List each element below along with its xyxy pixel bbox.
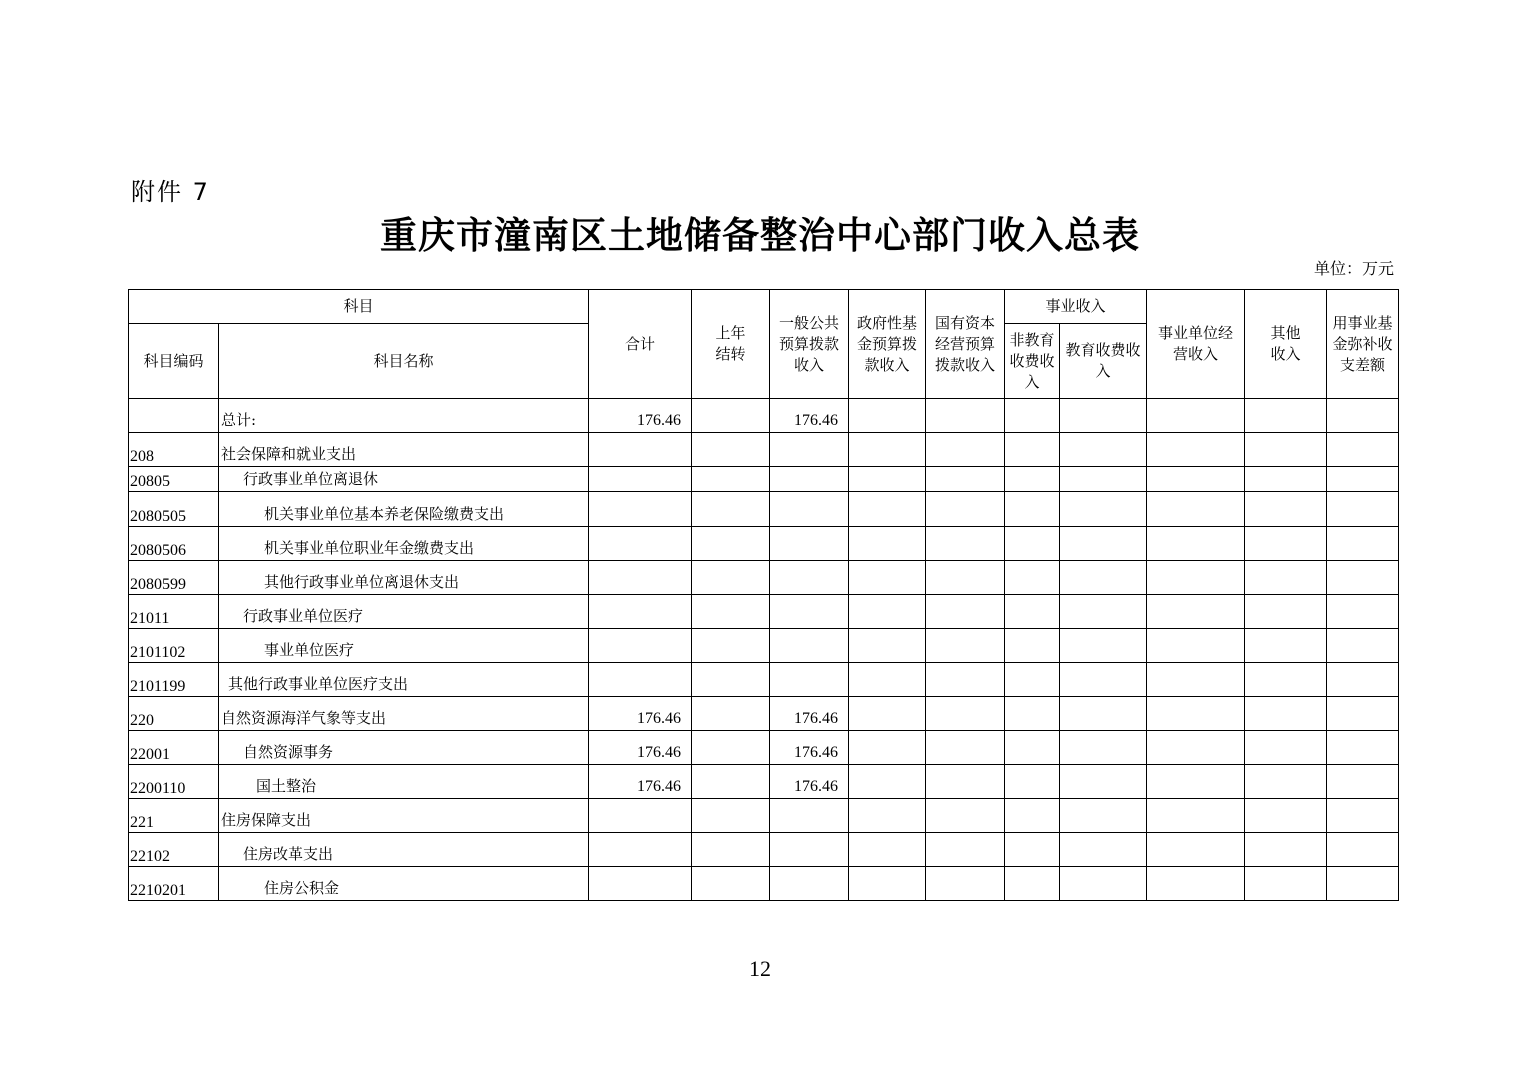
row-general — [770, 433, 849, 467]
row-prior — [692, 561, 770, 595]
row-total — [589, 799, 692, 833]
row-name: 总计: — [219, 399, 589, 433]
row-general — [770, 492, 849, 527]
page-number: 12 — [749, 956, 771, 981]
row-general — [770, 561, 849, 595]
table-row — [129, 433, 1399, 467]
row-code: 22001 — [129, 731, 219, 765]
row-code: 2210201 — [129, 867, 219, 901]
row-code — [129, 399, 219, 433]
row-general — [770, 629, 849, 663]
row-name: 国土整治 — [219, 765, 589, 799]
table-row — [129, 467, 1399, 492]
row-prior — [692, 527, 770, 561]
row-prior — [692, 433, 770, 467]
header-institution-income: 事业收入 — [1005, 290, 1147, 324]
row-general — [770, 467, 849, 492]
row-code: 2080506 — [129, 527, 219, 561]
row-total — [589, 629, 692, 663]
row-general: 176.46 — [770, 765, 849, 799]
header-state-capital: 国有资本经营预算拨款收入 — [926, 290, 1005, 399]
row-prior — [692, 765, 770, 799]
header-fund-balance: 用事业基金弥补收支差额 — [1327, 290, 1399, 399]
row-general — [770, 595, 849, 629]
row-general: 176.46 — [770, 399, 849, 433]
row-general — [770, 833, 849, 867]
table-row — [129, 697, 1399, 731]
header-general-public-budget: 一般公共预算拨款收入 — [770, 290, 849, 399]
header-government-fund: 政府性基金预算拨款收入 — [849, 290, 926, 399]
row-general — [770, 663, 849, 697]
row-total — [589, 833, 692, 867]
row-total — [589, 467, 692, 492]
unit-label: 单位：万元 — [1313, 259, 1394, 278]
row-code: 208 — [129, 433, 219, 467]
row-total — [589, 561, 692, 595]
row-total: 176.46 — [589, 399, 692, 433]
table-row — [129, 765, 1399, 799]
row-prior — [692, 697, 770, 731]
row-name: 事业单位医疗 — [219, 629, 589, 663]
row-code: 2101199 — [129, 663, 219, 697]
row-prior — [692, 467, 770, 492]
row-total: 176.46 — [589, 765, 692, 799]
row-name: 机关事业单位基本养老保险缴费支出 — [219, 492, 589, 527]
row-total — [589, 492, 692, 527]
table-row — [129, 833, 1399, 867]
row-code: 2080599 — [129, 561, 219, 595]
row-total: 176.46 — [589, 731, 692, 765]
row-total: 176.46 — [589, 697, 692, 731]
row-name: 机关事业单位职业年金缴费支出 — [219, 527, 589, 561]
row-name: 行政事业单位医疗 — [219, 595, 589, 629]
row-name: 行政事业单位离退休 — [219, 467, 589, 492]
table-row — [129, 629, 1399, 663]
row-name: 其他行政事业单位医疗支出 — [219, 663, 589, 697]
row-code: 221 — [129, 799, 219, 833]
attachment-label: 附件 7 — [131, 178, 210, 206]
row-total — [589, 595, 692, 629]
row-prior — [692, 867, 770, 901]
header-total: 合计 — [589, 290, 692, 399]
row-code: 20805 — [129, 467, 219, 492]
header-subject-name: 科目名称 — [219, 324, 589, 399]
table-row — [129, 492, 1399, 527]
header-prior-year: 上年结转 — [692, 290, 770, 399]
row-general: 176.46 — [770, 731, 849, 765]
header-business-income: 事业单位经营收入 — [1147, 290, 1245, 399]
row-name: 社会保障和就业支出 — [219, 433, 589, 467]
row-prior — [692, 731, 770, 765]
table-row — [129, 731, 1399, 765]
row-total — [589, 433, 692, 467]
row-code: 21011 — [129, 595, 219, 629]
row-prior — [692, 595, 770, 629]
page-title: 重庆市潼南区土地储备整治中心部门收入总表 — [380, 214, 1140, 257]
header-non-edu-fee: 非教育收费收入 — [1005, 324, 1060, 399]
table-row — [129, 595, 1399, 629]
header-subject: 科目 — [129, 290, 589, 324]
row-general — [770, 527, 849, 561]
row-name: 住房公积金 — [219, 867, 589, 901]
table-row — [129, 799, 1399, 833]
row-name: 住房改革支出 — [219, 833, 589, 867]
table-row — [129, 561, 1399, 595]
row-total — [589, 527, 692, 561]
row-name: 自然资源事务 — [219, 731, 589, 765]
row-name: 自然资源海洋气象等支出 — [219, 697, 589, 731]
header-other-income: 其他收入 — [1245, 290, 1327, 399]
table-row — [129, 867, 1399, 901]
row-prior — [692, 399, 770, 433]
table-row — [129, 663, 1399, 697]
row-general: 176.46 — [770, 697, 849, 731]
row-prior — [692, 629, 770, 663]
row-code: 2101102 — [129, 629, 219, 663]
row-code: 22102 — [129, 833, 219, 867]
row-general — [770, 867, 849, 901]
row-prior — [692, 663, 770, 697]
row-prior — [692, 799, 770, 833]
table-row — [129, 527, 1399, 561]
header-edu-fee: 教育收费收入 — [1060, 324, 1147, 399]
header-subject-code: 科目编码 — [129, 324, 219, 399]
table-row — [129, 399, 1399, 433]
row-prior — [692, 492, 770, 527]
row-total — [589, 663, 692, 697]
row-prior — [692, 833, 770, 867]
row-total — [589, 867, 692, 901]
row-code: 2080505 — [129, 492, 219, 527]
income-summary-table — [128, 289, 1399, 901]
row-general — [770, 799, 849, 833]
row-name: 其他行政事业单位离退休支出 — [219, 561, 589, 595]
row-code: 220 — [129, 697, 219, 731]
row-name: 住房保障支出 — [219, 799, 589, 833]
row-code: 2200110 — [129, 765, 219, 799]
